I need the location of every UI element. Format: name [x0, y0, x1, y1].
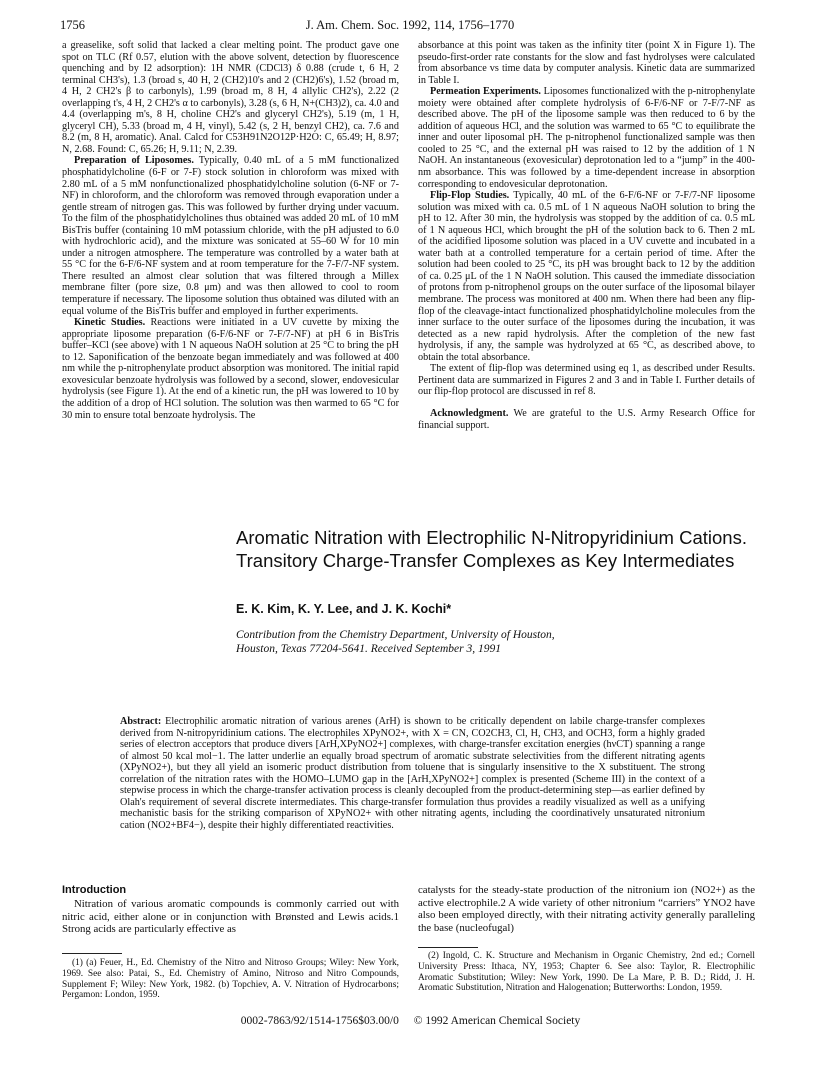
paragraph: Flip-Flop Studies. Typically, 40 mL of the 6-F/6-NF or 7-F/7-NF liposome solution was mixed with ca. 0.5 mL of 1 N aqueous NaOH solution to bring the pH to 12. After 30 min, the hydrolysis was stopped by the addition of ca. 0.5 mL of 1 N aqueous HCl, which brought the pH of the solution back to 6. Then 2 mL of the acidified liposome solution was placed in a UV cuvette and incubated in a water bath at a controlled temperature for a certain period of time. After the solution had been cooled to 25 °C, its pH was brought back to 12 by the addition of ca. 0.25 μL of the 1 N NaOH solution. This caused the immediate dissociation of protons from p-nitrophenol groups on the outer surface of the liposomal bilayer membrane. The process was monitored at 400 nm. When there had been any flip-flop of the cleavage-intact functionalized phosphatidylcholine molecules from the inner surface to the outer surface of the liposomes during the incubation, it was detected as a new rapid hydrolysis. After the completion of the new fast hydrolysis, if any, the sample was hydrolyzed at 65 °C, as described above, to obtain the total absorbance. — [418, 190, 755, 363]
acknowledgment: Acknowledgment. We are grateful to the U.S. Army Research Office for financial support. — [418, 407, 755, 431]
prev-article-left-column — [62, 40, 399, 421]
footnote-rule — [62, 953, 122, 954]
article-title: Aromatic Nitration with Electrophilic N-Nitropyridinium Cations. Transitory Charge-Transfer Complexes as Key Intermediates — [236, 527, 747, 571]
page-number: 1756 — [60, 18, 85, 32]
abstract — [120, 716, 705, 831]
running-header — [60, 18, 760, 36]
copyright: © 1992 American Chemical Society — [413, 1015, 581, 1027]
paragraph: Kinetic Studies. Reactions were initiated in a UV cuvette by mixing the appropriate liposome preparation (6-F/6-NF or 7-F/7-NF) at pH 6 in BisTris buffer–KCl (see above) with 1 N aqueous NaOH solution at 25 °C to bring the pH to 12. Saponification of the benzoate began immediately and was followed at 400 nm while the p-nitrophenylate product absorption was monitored. The initial rapid exovesicular benzoate hydrolysis was followed by a second, slower, endovesicular hydrolysis (see Figure 1). At the end of a kinetic run, the pH was lowered to 10 by the addition of a drop of HCl solution. The solution was then warmed to 65 °C for 30 min to ensure total benzoate hydrolysis. The — [62, 317, 399, 421]
run-in-heading: Permeation Experiments. — [430, 86, 541, 98]
paragraph: absorbance at this point was taken as the infinity titer (point X in Figure 1). The pseudo-first-order rate constants for the slow and fast hydrolyses were calculated from absorbance vs time data by computer analysis. Kinetic data are summarized in Table I. — [418, 40, 755, 86]
footnote-rule — [418, 947, 478, 948]
introduction-left — [62, 898, 399, 936]
run-in-heading: Flip-Flop Studies. — [430, 190, 510, 202]
footnote: (1) (a) Feuer, H., Ed. Chemistry of the Nitro and Nitroso Groups; Wiley: New York, 1969. See also: Patai, S., Ed. Chemistry of Amino, Nitroso and Nitro Compounds, Supplement F; Wiley: New York, 1982. (b) Topchiev, A. V. Nitration of Hydrocarbons; Pergamon: London, 1959. — [62, 958, 399, 1001]
introduction-right — [418, 884, 755, 934]
run-in-heading: Kinetic Studies. — [74, 317, 146, 329]
footnote: (2) Ingold, C. K. Structure and Mechanism in Organic Chemistry, 2nd ed.; Cornell University Press: Ithaca, NY, 1953; Chapter 6. See also: Taylor, R. Electrophilic Aromatic Substitution; Wiley: New York, 1990. De La Mare, P. B. D.; Ridd, J. H. Aromatic Substitution, Nitration and Halogenation; Butterworths: London, 1959. — [418, 951, 755, 994]
paragraph: The extent of flip-flop was determined using eq 1, as described under Results. Pertinent data are summarized in Figures 2 and 3 and in Table I. Further details of our flip-flop protocol are discussed in ref 8. — [418, 363, 755, 398]
author-affiliation: Contribution from the Chemistry Department, University of Houston, Houston, Texas 77204-5641. Received September 3, 1991 — [236, 629, 555, 655]
abstract-text: Electrophilic aromatic nitration of various arenes (ArH) is shown to be critically dependent on labile charge-transfer complexes derived from N-nitropyridinium cations. The electrophiles XPyNO2+, with X = CN, CO2CH3, Cl, H, CH3, and OCH3, form a highly graded series of electron acceptors that produce divers [ArH,XPyNO2+] complexes, with charge-transfer excitation energies (hνCT) spanning a range of almost 50 kcal mol−1. The latter underlie an equally broad spectrum of aromatic substrate selectivities from the different nitrating agents (XPyNO2+), but they all yield an isomeric product distribution from toluene that is singularly insensitive to the X substituent. The strong correlation of the nitration rates with the HOMO–LUMO gap in the [ArH,XPyNO2+] complex is presented (Scheme III) in the context of a stepwise process in which the charge-transfer activation process is cleanly decoupled from the product-determining step—as earlier defined by Olah's requirement of several discrete intermediates. This charge-transfer formulation thus provides a readily visualized as well as a unifying mechanistic basis for the striking comparison of XPyNO2+ with other nitrating agents, including the coordinatively unsaturated nitronium cation (NO2+BF4−), despite their highly differentiated reactivities. — [120, 716, 705, 831]
paragraph: Permeation Experiments. Liposomes functionalized with the p-nitrophenylate moiety were obtained after complete hydrolysis of 6-F/6-NF or 7-F/7-NF as described above. The pH of the liposome sample was then reduced to 6 by the addition of aqueous HCl, and the solution was warmed to 65 °C to equilibrate the inner and outer liposomal pH. The p-nitrophenol functionalized sample was then cooled to 25 °C, and the external pH was raised to 12 by the addition of 1 N NaOH. An instantaneous (exovesicular) deprotonation led to a “jump” in the 400-nm absorbance. This was followed by a time-dependent increase in absorption corresponding to endovesicular deprotonation. — [418, 86, 756, 190]
section-heading-introduction: Introduction — [62, 884, 127, 896]
paragraph: a greaselike, soft solid that lacked a clear melting point. The product gave one spot on TLC (Rf 0.57, elution with the above solvent, detection by fluorescence quenching and by I2 adsorption): 1H NMR (CDCl3) δ 0.88 (crude t, 6 H, 2 terminal CH3's), 1.3 (broad s, 40 H, 2 (CH2)10's and 2 (CH2)6's), 1.52 (broad m, 4 H, 2 CH2's β to carbonyls), 1.99 (broad m, 8 H, 4 allylic CH2's), 2.22 (2 overlapping t's, 4 H, 2 CH2's α to carbonyls), 3.28 (s, 6 H, N+(CH3)2), ca. 4.0 and 4.4 (overlapping m's, 8 H, choline CH2's and glyceryl CH2's), 5.19 (m, 1 H, glyceryl CH), 5.33 (broad m, 4 H, vinyl), 5.42 (s, 2 H, benzyl CH2), ca. 7.6 and 8.2 (m, 8 H, aromatic). Anal. Calcd for C53H91N2O12P·H2O: C, 65.49; H, 8.97; N, 2.68. Found: C, 65.26; H, 9.11; N, 2.39. — [62, 40, 399, 155]
paragraph: catalysts for the steady-state production of the nitronium ion (NO2+) as the active electrophile.2 A wide variety of other nitronium “carriers” YNO2 have also been employed directly, with their nitrating activity generally paralleling the base (nucleofugal) — [418, 884, 755, 934]
run-in-heading: Preparation of Liposomes. — [74, 155, 194, 167]
article-authors: E. K. Kim, K. Y. Lee, and J. K. Kochi* — [236, 602, 452, 616]
article-code: 0002-7863/92/1514-1756$03.00/0 — [240, 1015, 399, 1027]
journal-citation: J. Am. Chem. Soc. 1992, 114, 1756–1770 — [305, 18, 515, 32]
prev-article-right-column — [418, 40, 755, 431]
paragraph: Nitration of various aromatic compounds is commonly carried out with nitric acid, either alone or in conjunction with Brønsted and Lewis acids.1 Strong acids are particularly effective as — [62, 898, 399, 936]
page-footer — [0, 1015, 821, 1027]
abstract-label: Abstract: — [120, 716, 162, 727]
paragraph: Preparation of Liposomes. Typically, 0.40 mL of a 5 mM functionalized phosphatidylcholine (6-F or 7-F) stock solution in chloroform was mixed with 2.80 mL of a 5 mM nonfunctionalized phosphatidylcholine solution (6-NF or 7-NF) in chloroform, and the chloroform was removed through evaporation under a gentle stream of nitrogen gas. This was followed by further drying under vacuum. To the film of the phosphatidylcholines thus obtained was added 20 mL of 10 mM BisTris buffer (containing 10 mM potassium chloride, with the pH adjusted to 6.0 with hydrochloric acid), and the mixture was sonicated at 55–60 W for 10 min under a nitrogen atmosphere. The temperature was controlled by a water bath at 55 °C for the 6-F/6-NF system and at room temperature for the 7-F/7-NF system. There resulted an almost clear solution that was filtered through a Millex membrane filter (pore size, 0.8 μm) and was then allowed to cool to room temperature if necessary. The liposome solution thus obtained was diluted with an equal volume of the BisTris buffer and employed in further experiments. — [62, 155, 399, 317]
run-in-heading: Acknowledgment. — [430, 407, 509, 419]
